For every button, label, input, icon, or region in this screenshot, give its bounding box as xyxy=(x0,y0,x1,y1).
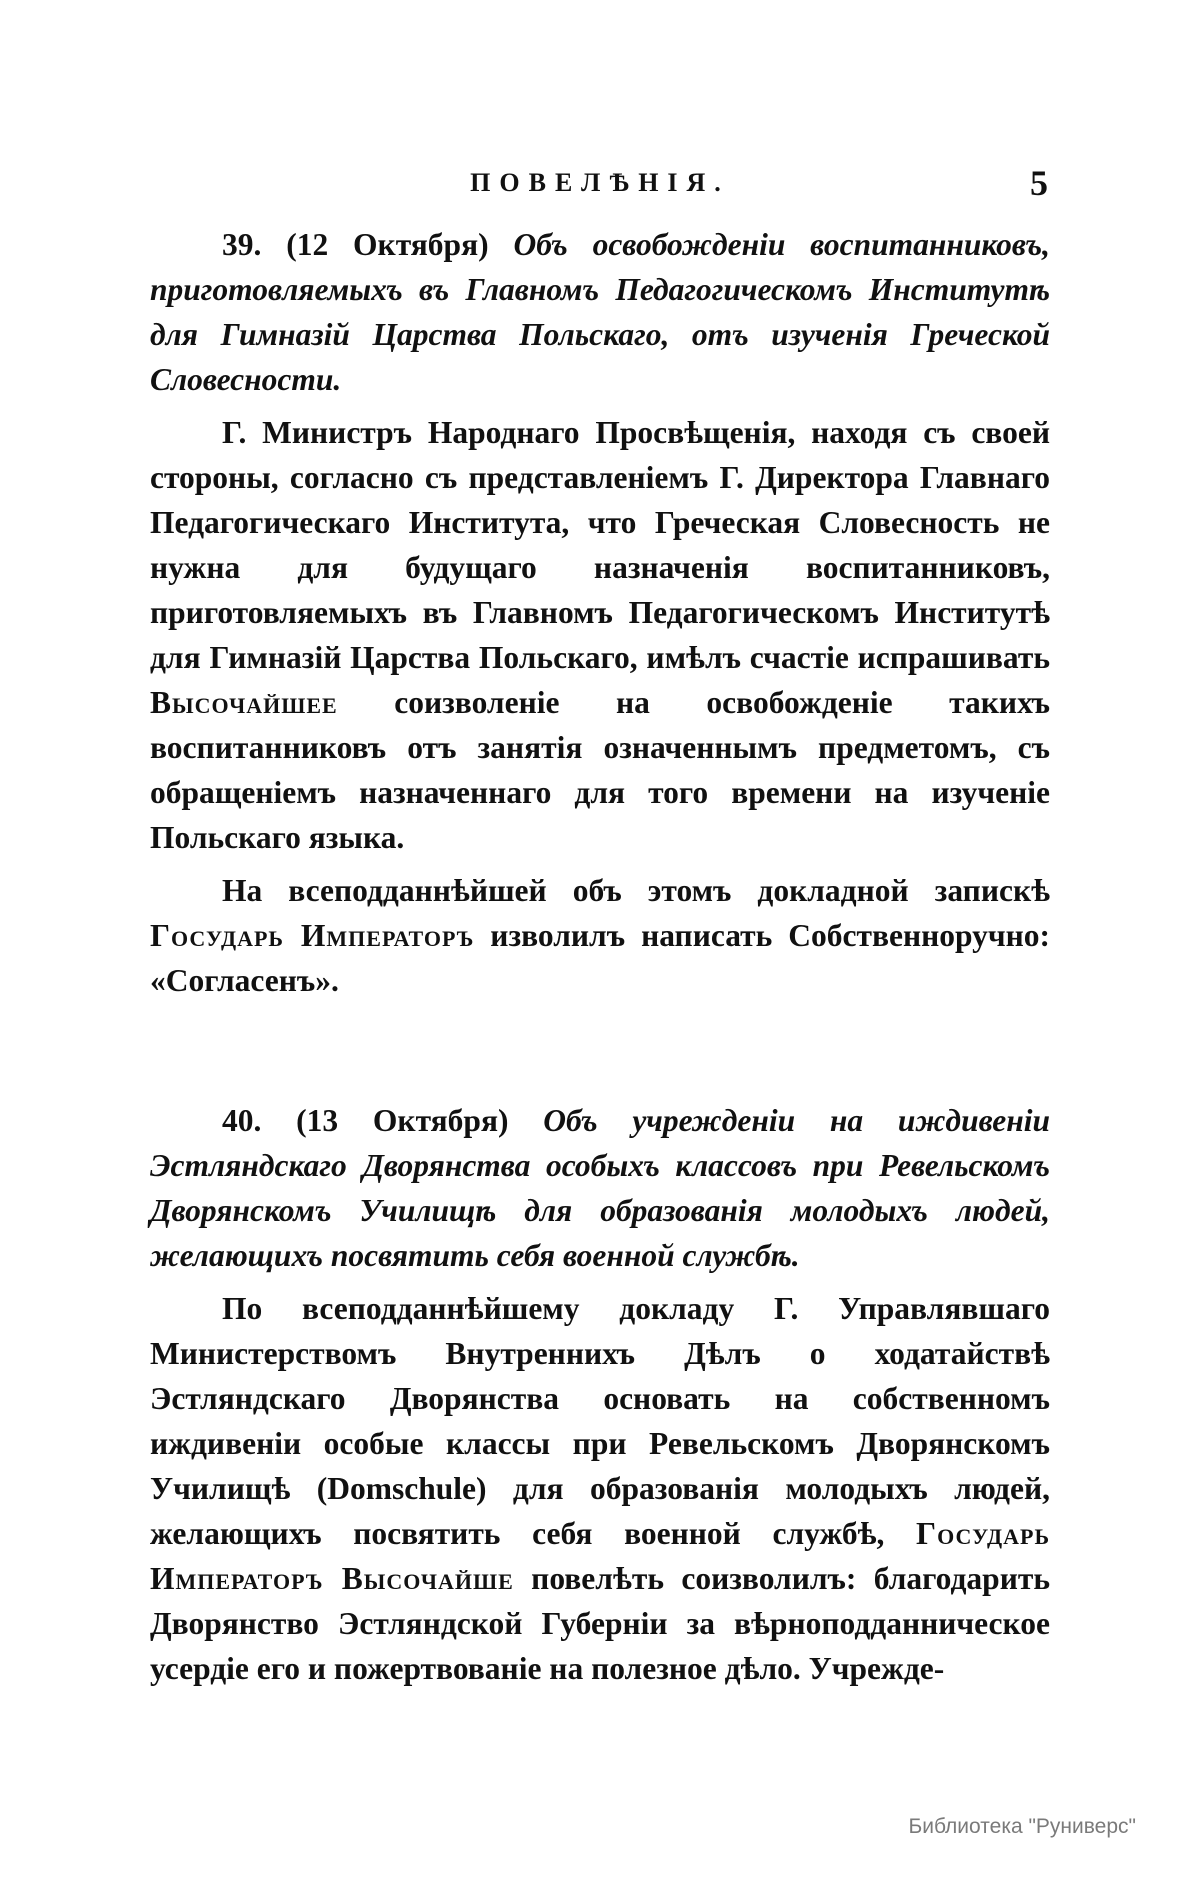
text-run: соизволеніе на освобожденіе такихъ воспитанниковъ отъ занятія означеннымъ предметомъ, съ обращеніемъ назначеннаго для того времени на изученіе Польскаго языка. xyxy=(150,685,1050,855)
decree-number: 39. xyxy=(222,227,262,262)
small-caps-run: Государь Императоръ xyxy=(150,918,475,953)
decree-title: Объ учрежденіи на иждивеніи Эстляндскаго Дворянства особыхъ классовъ при Ревельскомъ Дворянскомъ Училищѣ для образованія молодыхъ людей, желающихъ посвятить себя военной службѣ. xyxy=(150,1103,1051,1273)
body-paragraph xyxy=(150,410,1050,860)
text-run: повелѣть соизволилъ: благодарить Дворянство Эстляндской Губерніи за вѣрноподданническое усердіе его и пожертвованіе на полезное дѣло. Учрежде- xyxy=(150,1561,1050,1686)
decree-title-paragraph xyxy=(150,1098,1050,1278)
decree-date: (13 Октября) xyxy=(296,1103,509,1138)
decree-title: Объ освобожденіи воспитанниковъ, приготовляемыхъ въ Главномъ Педагогическомъ Институтѣ для Гимназій Царства Польскаго, отъ изученія Греческой Словесности. xyxy=(150,227,1051,397)
decree-date: (12 Октября) xyxy=(286,227,489,262)
small-caps-run: Высочайшее xyxy=(150,685,338,720)
text-run: На всеподданнѣйшей объ этомъ докладной запискѣ xyxy=(222,873,1050,908)
library-watermark: Библиотека "Руниверс" xyxy=(908,1815,1136,1838)
decree-number: 40. xyxy=(222,1103,262,1138)
page-number: 5 xyxy=(1030,163,1048,203)
text-run: изволилъ написать Собственноручно: «Согласенъ». xyxy=(150,918,1050,998)
text-run: Г. Министръ Народнаго Просвѣщенія, находя съ своей стороны, согласно съ представленіемъ Г. Директора Главнаго Педагогическаго Института, что Греческая Словесность не нужна для будущаго назначенія воспитанниковъ, приготовляемыхъ въ Главномъ Педагогическомъ Институтѣ для Гимназій Царства Польскаго, имѣлъ счастіе испрашивать xyxy=(150,415,1050,675)
text-run: По всеподданнѣйшему докладу Г. Управлявшаго Министерствомъ Внутреннихъ Дѣлъ о ходатайствѣ Эстляндскаго Дворянства основать на собственномъ иждивеніи особые классы при Ревельскомъ Дворянскомъ Училищѣ (Domschule) для образованія молодыхъ людей, желающихъ посвятить себя военной службѣ, xyxy=(150,1291,1050,1551)
body-paragraph xyxy=(150,868,1050,1003)
decree-title-paragraph xyxy=(150,222,1050,402)
small-caps-run: Государь Императоръ Высочайше xyxy=(150,1516,1050,1596)
body-paragraph xyxy=(150,1286,1050,1691)
running-title: ПОВЕЛѢНІЯ. xyxy=(470,168,730,197)
decree-entry-40 xyxy=(150,1098,1050,1691)
decree-entry-39 xyxy=(150,222,1050,1003)
page-header xyxy=(150,162,1050,210)
